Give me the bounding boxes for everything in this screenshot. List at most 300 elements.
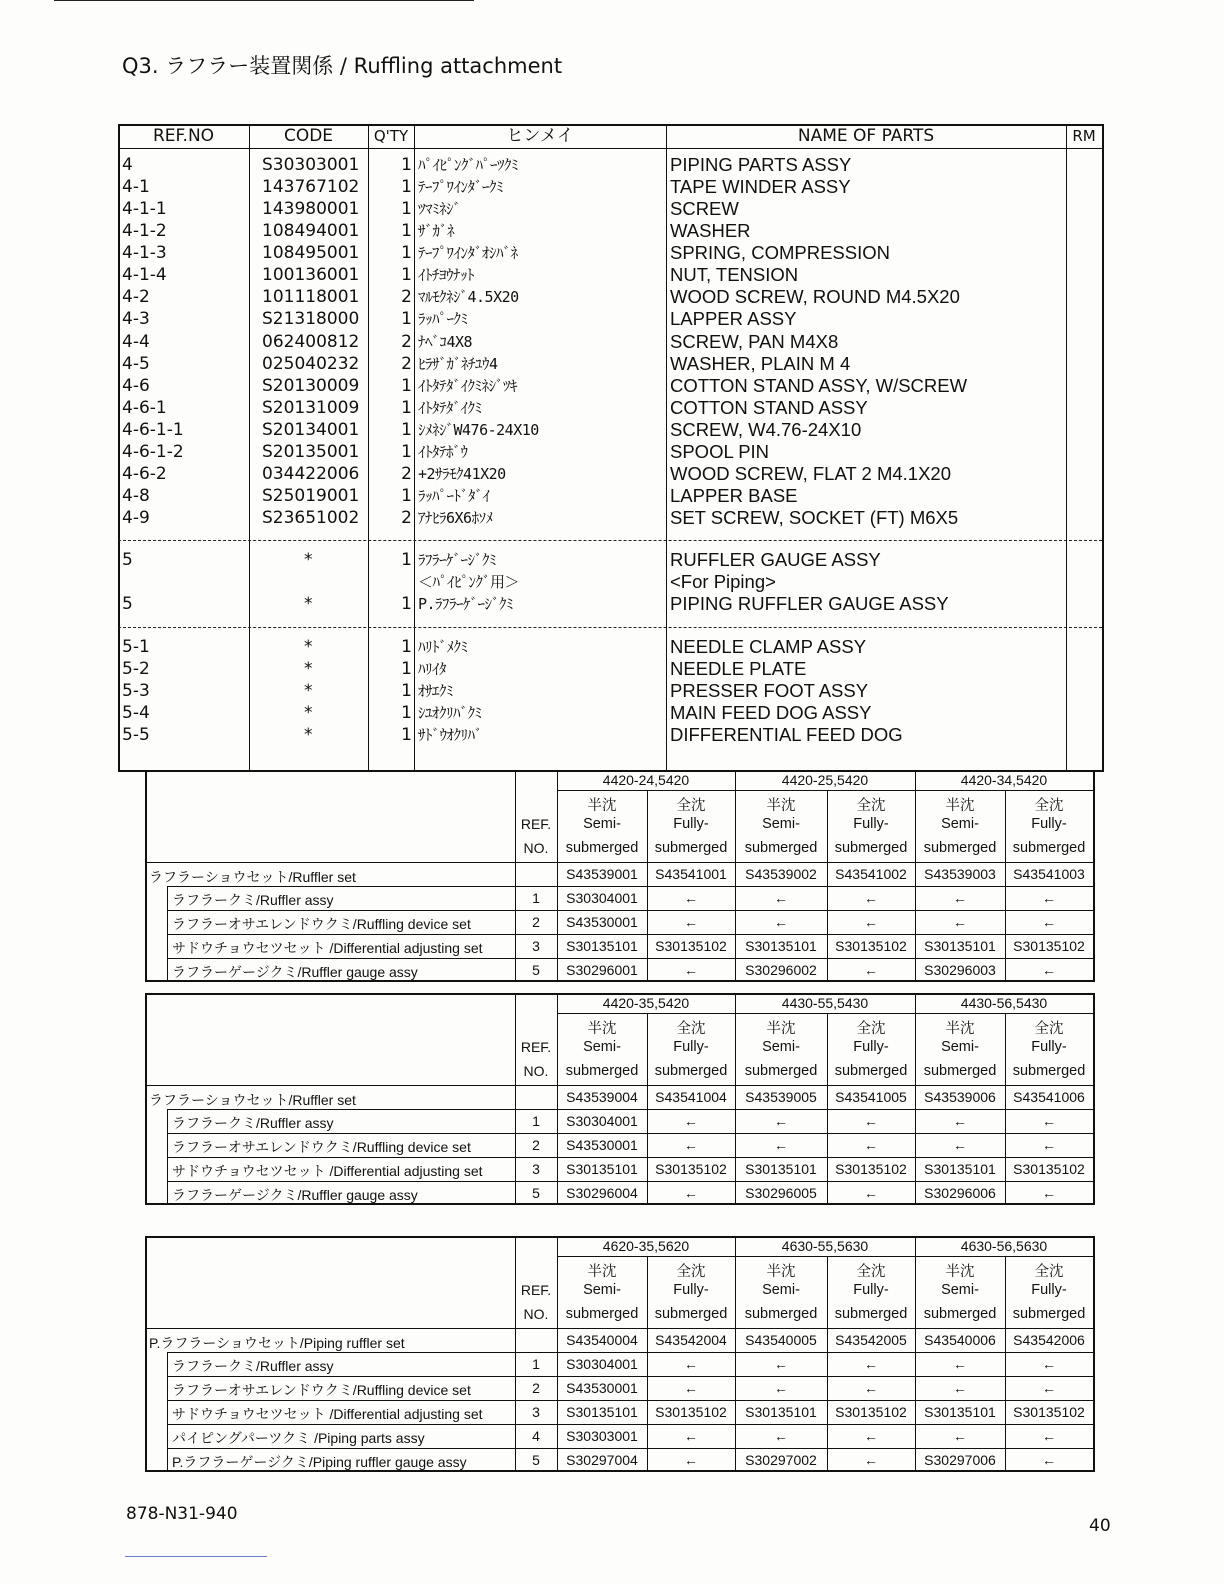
component-ref: 1 [532, 1113, 540, 1129]
page-title: Q3. ラフラー装置関係 / Ruffling attachment [122, 54, 563, 78]
model-divider [557, 1256, 1095, 1257]
component-ref: 5 [532, 1452, 540, 1468]
part-qty: 1 [401, 243, 412, 264]
component-code: S30296005 [745, 1185, 817, 1201]
component-label: ラフラークミ/Ruffler assy [172, 1358, 334, 1374]
part-code: S21318000 [262, 309, 360, 330]
part-code: * [304, 703, 313, 723]
part-hinmei: ﾗｯﾊﾟｰﾄﾞﾀﾞｲ [418, 486, 490, 505]
part-hinmei: ﾂﾏﾐﾈｼﾞ [418, 200, 461, 219]
fully-submerged-jp: 全沈 [856, 1021, 886, 1037]
part-qty: 2 [401, 287, 412, 308]
semi-submerged-jp: 半沈 [766, 1021, 796, 1037]
model-label: 4420-34,5420 [960, 772, 1048, 788]
component-label: ラフラーオサエレンドウクミ/Ruffling device set [172, 1382, 471, 1398]
component-code: S30135102 [835, 1404, 907, 1420]
submerged-label: submerged [1012, 840, 1086, 856]
part-ref: 4-1-3 [122, 243, 167, 264]
component-ref: 1 [532, 1356, 540, 1372]
part-name: TAPE WINDER ASSY [670, 176, 851, 198]
fully-submerged-jp: 全沈 [1034, 1264, 1064, 1280]
semi-submerged-jp: 半沈 [587, 798, 617, 814]
page-number: 40 [1089, 1516, 1111, 1536]
part-hinmei: ﾃｰﾌﾟﾜｲﾝﾀﾞｰｸﾐ [418, 178, 504, 197]
part-ref: 5 [122, 550, 133, 570]
set-code: S43541005 [835, 1089, 907, 1105]
part-qty: 1 [401, 397, 412, 418]
part-hinmei: ﾊﾟｲﾋﾟﾝｸﾞﾊﾟｰﾂｸﾐ [418, 156, 519, 174]
component-code: ← [953, 914, 967, 930]
ref-label: NO. [523, 1306, 549, 1322]
model-label: 4630-56,5630 [960, 1238, 1048, 1254]
component-code: ← [953, 1113, 967, 1129]
part-code: 034422006 [262, 463, 360, 484]
fully-submerged-jp: 全沈 [676, 1021, 706, 1037]
ruffler-set-table [145, 993, 1095, 1205]
fully-label: Fully- [853, 1282, 889, 1298]
component-code: S43530001 [566, 914, 638, 930]
col-divider [249, 124, 250, 770]
component-code: S30297006 [924, 1452, 996, 1468]
model-label: 4620-35,5620 [602, 1238, 690, 1254]
submerged-label: submerged [923, 1306, 997, 1322]
part-ref: 4-2 [122, 287, 150, 308]
part-hinmei: ｼﾒﾈｼﾞW476-24X10 [418, 420, 539, 439]
component-code: S30135102 [655, 1404, 727, 1420]
ref-label: NO. [523, 840, 549, 856]
part-qty: 1 [401, 659, 412, 679]
component-code: ← [774, 1428, 788, 1444]
row-divider [167, 1448, 1095, 1449]
semi-submerged-jp: 半沈 [587, 1021, 617, 1037]
component-label: ラフラークミ/Ruffler assy [172, 1115, 334, 1131]
col-divider [666, 124, 667, 770]
part-code: * [304, 594, 313, 614]
model-label: 4630-55,5630 [781, 1238, 869, 1254]
header-divider [145, 862, 1095, 863]
fully-label: Fully- [673, 1282, 709, 1298]
part-ref: 5-5 [122, 725, 150, 745]
component-code: ← [1042, 1113, 1056, 1129]
part-code: S20134001 [262, 419, 360, 440]
row-divider [167, 1157, 1095, 1158]
component-code: ← [953, 890, 967, 906]
component-code: ← [684, 1428, 698, 1444]
ref-label: REF. [520, 816, 552, 832]
ref-label: NO. [523, 1063, 549, 1079]
component-code: S30296001 [566, 962, 638, 978]
semi-submerged-jp: 半沈 [945, 1021, 975, 1037]
part-name: <For Piping> [670, 571, 776, 592]
component-code: S30304001 [566, 1113, 638, 1129]
part-qty [368, 571, 412, 593]
part-hinmei: ｻﾞｶﾞﾈ [418, 222, 455, 241]
model-divider [557, 1013, 1095, 1014]
component-code: S30135101 [566, 1161, 638, 1177]
part-name: NEEDLE CLAMP ASSY [670, 636, 867, 657]
part-qty: 2 [401, 508, 412, 528]
component-code: ← [684, 890, 698, 906]
document-code: 878-N31-940 [126, 1504, 238, 1524]
component-code: ← [864, 1428, 878, 1444]
component-code: ← [864, 1185, 878, 1201]
col-divider [414, 124, 415, 770]
component-code: ← [1042, 890, 1056, 906]
component-ref: 1 [532, 890, 540, 906]
component-code: S30135102 [835, 938, 907, 954]
component-code: S30296006 [924, 1185, 996, 1201]
component-code: S30135102 [1013, 1161, 1085, 1177]
part-hinmei: ﾗｯﾊﾟｰｸﾐ [418, 310, 468, 329]
submerged-label: submerged [923, 840, 997, 856]
part-hinmei: ｲﾄﾁﾖｳﾅｯﾄ [418, 266, 475, 285]
component-label: サドウチョウセツセット /Differential adjusting set [172, 1406, 483, 1422]
component-label: ラフラーゲージクミ/Ruffler gauge assy [172, 964, 418, 980]
component-code: S30135101 [566, 938, 638, 954]
submerged-label: submerged [1012, 1306, 1086, 1322]
component-code: ← [1042, 1185, 1056, 1201]
set-label: P.ラフラーショウセット/Piping ruffler set [149, 1335, 405, 1351]
row-divider [167, 958, 1095, 959]
part-ref: 5-2 [122, 659, 150, 679]
part-code: 143980001 [262, 199, 360, 220]
component-code: S30296002 [745, 962, 817, 978]
part-hinmei: ｵｻｴｸﾐ [418, 682, 454, 700]
component-code: S30297004 [566, 1452, 638, 1468]
semi-label: Semi- [941, 1282, 979, 1298]
component-label: ラフラーゲージクミ/Ruffler gauge assy [172, 1187, 418, 1203]
part-qty: 1 [401, 265, 412, 286]
component-code: S43530001 [566, 1380, 638, 1396]
component-code: ← [774, 1356, 788, 1372]
part-hinmei: ﾏﾙﾓｸﾈｼﾞ4.5X20 [418, 288, 519, 307]
ruffler-set-table [145, 1236, 1095, 1472]
component-code: ← [1042, 914, 1056, 930]
row-divider [167, 1181, 1095, 1182]
part-name: DIFFERENTIAL FEED DOG [670, 724, 903, 745]
component-code: ← [1042, 962, 1056, 978]
model-label: 4420-24,5420 [602, 772, 690, 788]
part-qty: 1 [401, 419, 412, 440]
component-code: ← [774, 914, 788, 930]
component-code: ← [1042, 1452, 1056, 1468]
part-qty: 1 [401, 594, 412, 614]
part-code: S20131009 [262, 397, 360, 418]
part-name: SPOOL PIN [670, 440, 770, 462]
fully-label: Fully- [853, 816, 889, 832]
ruffler-set-table [145, 770, 1095, 982]
part-ref: 4-9 [122, 508, 150, 528]
part-qty: 1 [401, 155, 412, 175]
component-label: ラフラーオサエレンドウクミ/Ruffling device set [172, 916, 471, 932]
component-code: ← [684, 1452, 698, 1468]
component-code: S30135101 [745, 1161, 817, 1177]
bottom-rule [125, 1556, 267, 1557]
semi-label: Semi- [941, 816, 979, 832]
part-code: 108494001 [262, 221, 360, 242]
component-code: ← [1042, 1380, 1056, 1396]
part-ref: 5 [122, 594, 133, 614]
component-code: S30303001 [566, 1428, 638, 1444]
part-ref: 5-3 [122, 681, 150, 701]
submerged-label: submerged [834, 840, 908, 856]
header-name: NAME OF PARTS [797, 126, 935, 146]
set-code: S43541006 [1013, 1089, 1085, 1105]
part-hinmei: ﾗﾌﾗｰｹﾞｰｼﾞｸﾐ [418, 551, 497, 569]
component-code: S30304001 [566, 890, 638, 906]
semi-label: Semi- [583, 816, 621, 832]
part-hinmei: ｱﾅﾋﾗ6X6ﾎｿﾒ [418, 509, 493, 527]
component-code: ← [684, 1380, 698, 1396]
part-hinmei: +2ｻﾗﾓｸ41X20 [418, 464, 506, 483]
component-code: S30135102 [835, 1161, 907, 1177]
part-code: 101118001 [262, 287, 360, 308]
row-divider [167, 1424, 1095, 1425]
part-hinmei: ＜ﾊﾟｲﾋﾟﾝｸﾞ用＞ [418, 573, 520, 591]
header-code: CODE [283, 126, 334, 146]
component-code: ← [1042, 1428, 1056, 1444]
fully-label: Fully- [853, 1039, 889, 1055]
part-hinmei: ｲﾄﾀﾃﾀﾞｲｸﾐﾈｼﾞﾂｷ [418, 376, 518, 395]
component-code: ← [774, 1380, 788, 1396]
part-name: WASHER, PLAIN M 4 [670, 352, 851, 374]
row-divider [167, 934, 1095, 935]
part-code: 108495001 [262, 243, 360, 264]
part-qty: 1 [401, 375, 412, 396]
component-code: ← [684, 1137, 698, 1153]
component-code: ← [953, 1428, 967, 1444]
component-ref: 2 [532, 914, 540, 930]
component-label: サドウチョウセツセット /Differential adjusting set [172, 1163, 483, 1179]
part-qty: 1 [401, 221, 412, 242]
part-ref: 5-4 [122, 703, 150, 723]
set-code: S43539005 [745, 1089, 817, 1105]
part-qty: 1 [401, 550, 412, 570]
part-name: SCREW, W4.76-24X10 [670, 418, 862, 440]
section-divider [118, 627, 1102, 628]
part-name: RUFFLER GAUGE ASSY [670, 549, 881, 570]
submerged-label: submerged [834, 1306, 908, 1322]
part-name: WOOD SCREW, FLAT 2 M4.1X20 [670, 462, 951, 484]
row-divider [167, 910, 1095, 911]
part-hinmei: ﾊﾘﾄﾞﾒｸﾐ [418, 638, 468, 656]
part-code: S20135001 [262, 441, 360, 462]
part-ref: 4-6-1-2 [122, 441, 184, 462]
part-qty: 1 [401, 485, 412, 506]
component-code: S30135101 [745, 938, 817, 954]
component-code: S30304001 [566, 1356, 638, 1372]
part-name: NUT, TENSION [670, 264, 799, 286]
part-hinmei: ｲﾄﾀﾃﾀﾞｲｸﾐ [418, 398, 482, 417]
fully-label: Fully- [673, 1039, 709, 1055]
fully-submerged-jp: 全沈 [676, 798, 706, 814]
component-code: ← [684, 1356, 698, 1372]
section-divider [118, 540, 1102, 541]
part-hinmei: ｼﾕｵｸﾘﾊﾞｸﾐ [418, 704, 482, 722]
part-name: SET SCREW, SOCKET (FT) M6X5 [670, 507, 959, 528]
component-label: サドウチョウセツセット /Differential adjusting set [172, 940, 483, 956]
component-code: ← [774, 890, 788, 906]
set-code: S43541003 [1013, 866, 1085, 882]
top-rule [54, 0, 474, 1]
component-code: ← [864, 1137, 878, 1153]
set-code: S43540006 [924, 1332, 996, 1348]
component-ref: 3 [532, 1404, 540, 1420]
set-code: S43539003 [924, 866, 996, 882]
component-code: ← [953, 1356, 967, 1372]
set-code: S43541004 [655, 1089, 727, 1105]
set-label: ラフラーショウセット/Ruffler set [149, 869, 356, 885]
fully-label: Fully- [1031, 816, 1067, 832]
part-ref: 4-6-1 [122, 397, 167, 418]
component-ref: 2 [532, 1380, 540, 1396]
part-name: COTTON STAND ASSY [670, 396, 868, 418]
row-divider [167, 1376, 1095, 1377]
set-code: S43542006 [1013, 1332, 1085, 1348]
semi-submerged-jp: 半沈 [587, 1264, 617, 1280]
component-code: ← [1042, 1137, 1056, 1153]
submerged-label: submerged [744, 840, 818, 856]
component-ref: 5 [532, 1185, 540, 1201]
submerged-label: submerged [834, 1063, 908, 1079]
model-label: 4430-56,5430 [960, 995, 1048, 1011]
component-code: ← [864, 1452, 878, 1468]
semi-submerged-jp: 半沈 [766, 1264, 796, 1280]
semi-label: Semi- [583, 1039, 621, 1055]
header-qty: Q'TY [373, 127, 409, 145]
component-code: ← [684, 914, 698, 930]
part-hinmei: ﾃｰﾌﾟﾜｲﾝﾀﾞｵｼﾊﾞﾈ [418, 244, 518, 263]
component-code: S30135101 [924, 938, 996, 954]
component-code: ← [953, 1137, 967, 1153]
part-name: SCREW [670, 198, 739, 220]
part-hinmei: ﾋﾗｻﾞｶﾞﾈﾁﾕｳ4 [418, 354, 498, 373]
part-name: MAIN FEED DOG ASSY [670, 702, 872, 723]
component-label: P.ラフラーゲージクミ/Piping ruffler gauge assy [172, 1454, 467, 1470]
set-code: S43539004 [566, 1089, 638, 1105]
component-code: S30297002 [745, 1452, 817, 1468]
component-code: S30135101 [745, 1404, 817, 1420]
part-hinmei: ﾊﾘｲﾀ [418, 660, 447, 678]
part-qty: 2 [401, 463, 412, 484]
col-divider [1066, 124, 1067, 770]
fully-submerged-jp: 全沈 [856, 798, 886, 814]
fully-label: Fully- [673, 816, 709, 832]
component-code: ← [864, 890, 878, 906]
semi-label: Semi- [941, 1039, 979, 1055]
part-ref: 4 [122, 155, 133, 175]
submerged-label: submerged [744, 1306, 818, 1322]
part-ref: 4-6 [122, 375, 150, 396]
part-code: 100136001 [262, 265, 360, 286]
semi-submerged-jp: 半沈 [945, 1264, 975, 1280]
component-code: S43530001 [566, 1137, 638, 1153]
part-ref: 4-6-1-1 [122, 419, 184, 440]
part-ref: 5-1 [122, 637, 150, 657]
part-qty: 1 [401, 199, 412, 220]
component-code: S30135102 [655, 938, 727, 954]
component-code: S30135102 [1013, 938, 1085, 954]
fully-submerged-jp: 全沈 [1034, 798, 1064, 814]
component-code: ← [684, 1113, 698, 1129]
ref-label: REF. [520, 1039, 552, 1055]
component-code: S30296004 [566, 1185, 638, 1201]
component-code: ← [774, 1137, 788, 1153]
component-code: ← [774, 1113, 788, 1129]
component-code: ← [864, 914, 878, 930]
part-name: WASHER [670, 220, 751, 242]
part-hinmei: ｲﾄﾀﾃﾎﾞｳ [418, 442, 468, 461]
part-qty: 1 [401, 681, 412, 701]
component-code: S30135101 [924, 1161, 996, 1177]
submerged-label: submerged [565, 840, 639, 856]
model-divider [557, 790, 1095, 791]
part-name: PRESSER FOOT ASSY [670, 680, 869, 701]
component-code: ← [1042, 1356, 1056, 1372]
submerged-label: submerged [565, 1063, 639, 1079]
component-code: S30135101 [924, 1404, 996, 1420]
part-qty: 2 [401, 331, 412, 352]
part-code: S20130009 [262, 375, 360, 396]
part-name: PIPING RUFFLER GAUGE ASSY [670, 593, 949, 614]
component-code: S30135101 [566, 1404, 638, 1420]
set-code: S43539002 [745, 866, 817, 882]
part-name: COTTON STAND ASSY, W/SCREW [670, 374, 968, 396]
model-label: 4420-25,5420 [781, 772, 869, 788]
component-code: ← [864, 1380, 878, 1396]
component-code: S30135102 [655, 1161, 727, 1177]
semi-submerged-jp: 半沈 [945, 798, 975, 814]
fully-submerged-jp: 全沈 [856, 1264, 886, 1280]
semi-submerged-jp: 半沈 [766, 798, 796, 814]
header-rm: RM [1072, 127, 1096, 145]
component-ref: 3 [532, 938, 540, 954]
set-code: S43540005 [745, 1332, 817, 1348]
set-code: S43542005 [835, 1332, 907, 1348]
part-name: LAPPER ASSY [670, 308, 797, 330]
set-code: S43541002 [835, 866, 907, 882]
component-ref: 3 [532, 1161, 540, 1177]
part-qty: 1 [401, 177, 412, 198]
submerged-label: submerged [654, 1306, 728, 1322]
set-code: S43540004 [566, 1332, 638, 1348]
set-label: ラフラーショウセット/Ruffler set [149, 1092, 356, 1108]
set-code: S43539006 [924, 1089, 996, 1105]
part-code: * [304, 725, 313, 745]
set-code: S43542004 [655, 1332, 727, 1348]
submerged-label: submerged [923, 1063, 997, 1079]
component-label: ラフラークミ/Ruffler assy [172, 892, 334, 908]
component-code: ← [953, 1380, 967, 1396]
part-code: * [304, 637, 313, 657]
fully-label: Fully- [1031, 1039, 1067, 1055]
part-code: * [304, 681, 313, 701]
part-qty: 1 [401, 637, 412, 657]
component-code: ← [864, 1356, 878, 1372]
part-qty: 1 [401, 703, 412, 723]
part-hinmei: ｻﾄﾞｳｵｸﾘﾊﾞ [418, 726, 483, 744]
fully-submerged-jp: 全沈 [676, 1264, 706, 1280]
part-ref: 4-3 [122, 309, 150, 330]
fully-label: Fully- [1031, 1282, 1067, 1298]
part-code: 143767102 [262, 177, 360, 198]
part-ref: 4-8 [122, 485, 150, 506]
part-code: S30303001 [262, 155, 360, 175]
header-ref: REF.NO [152, 126, 215, 146]
semi-label: Semi- [762, 1282, 800, 1298]
part-code: 062400812 [262, 331, 360, 352]
component-code: ← [684, 1185, 698, 1201]
